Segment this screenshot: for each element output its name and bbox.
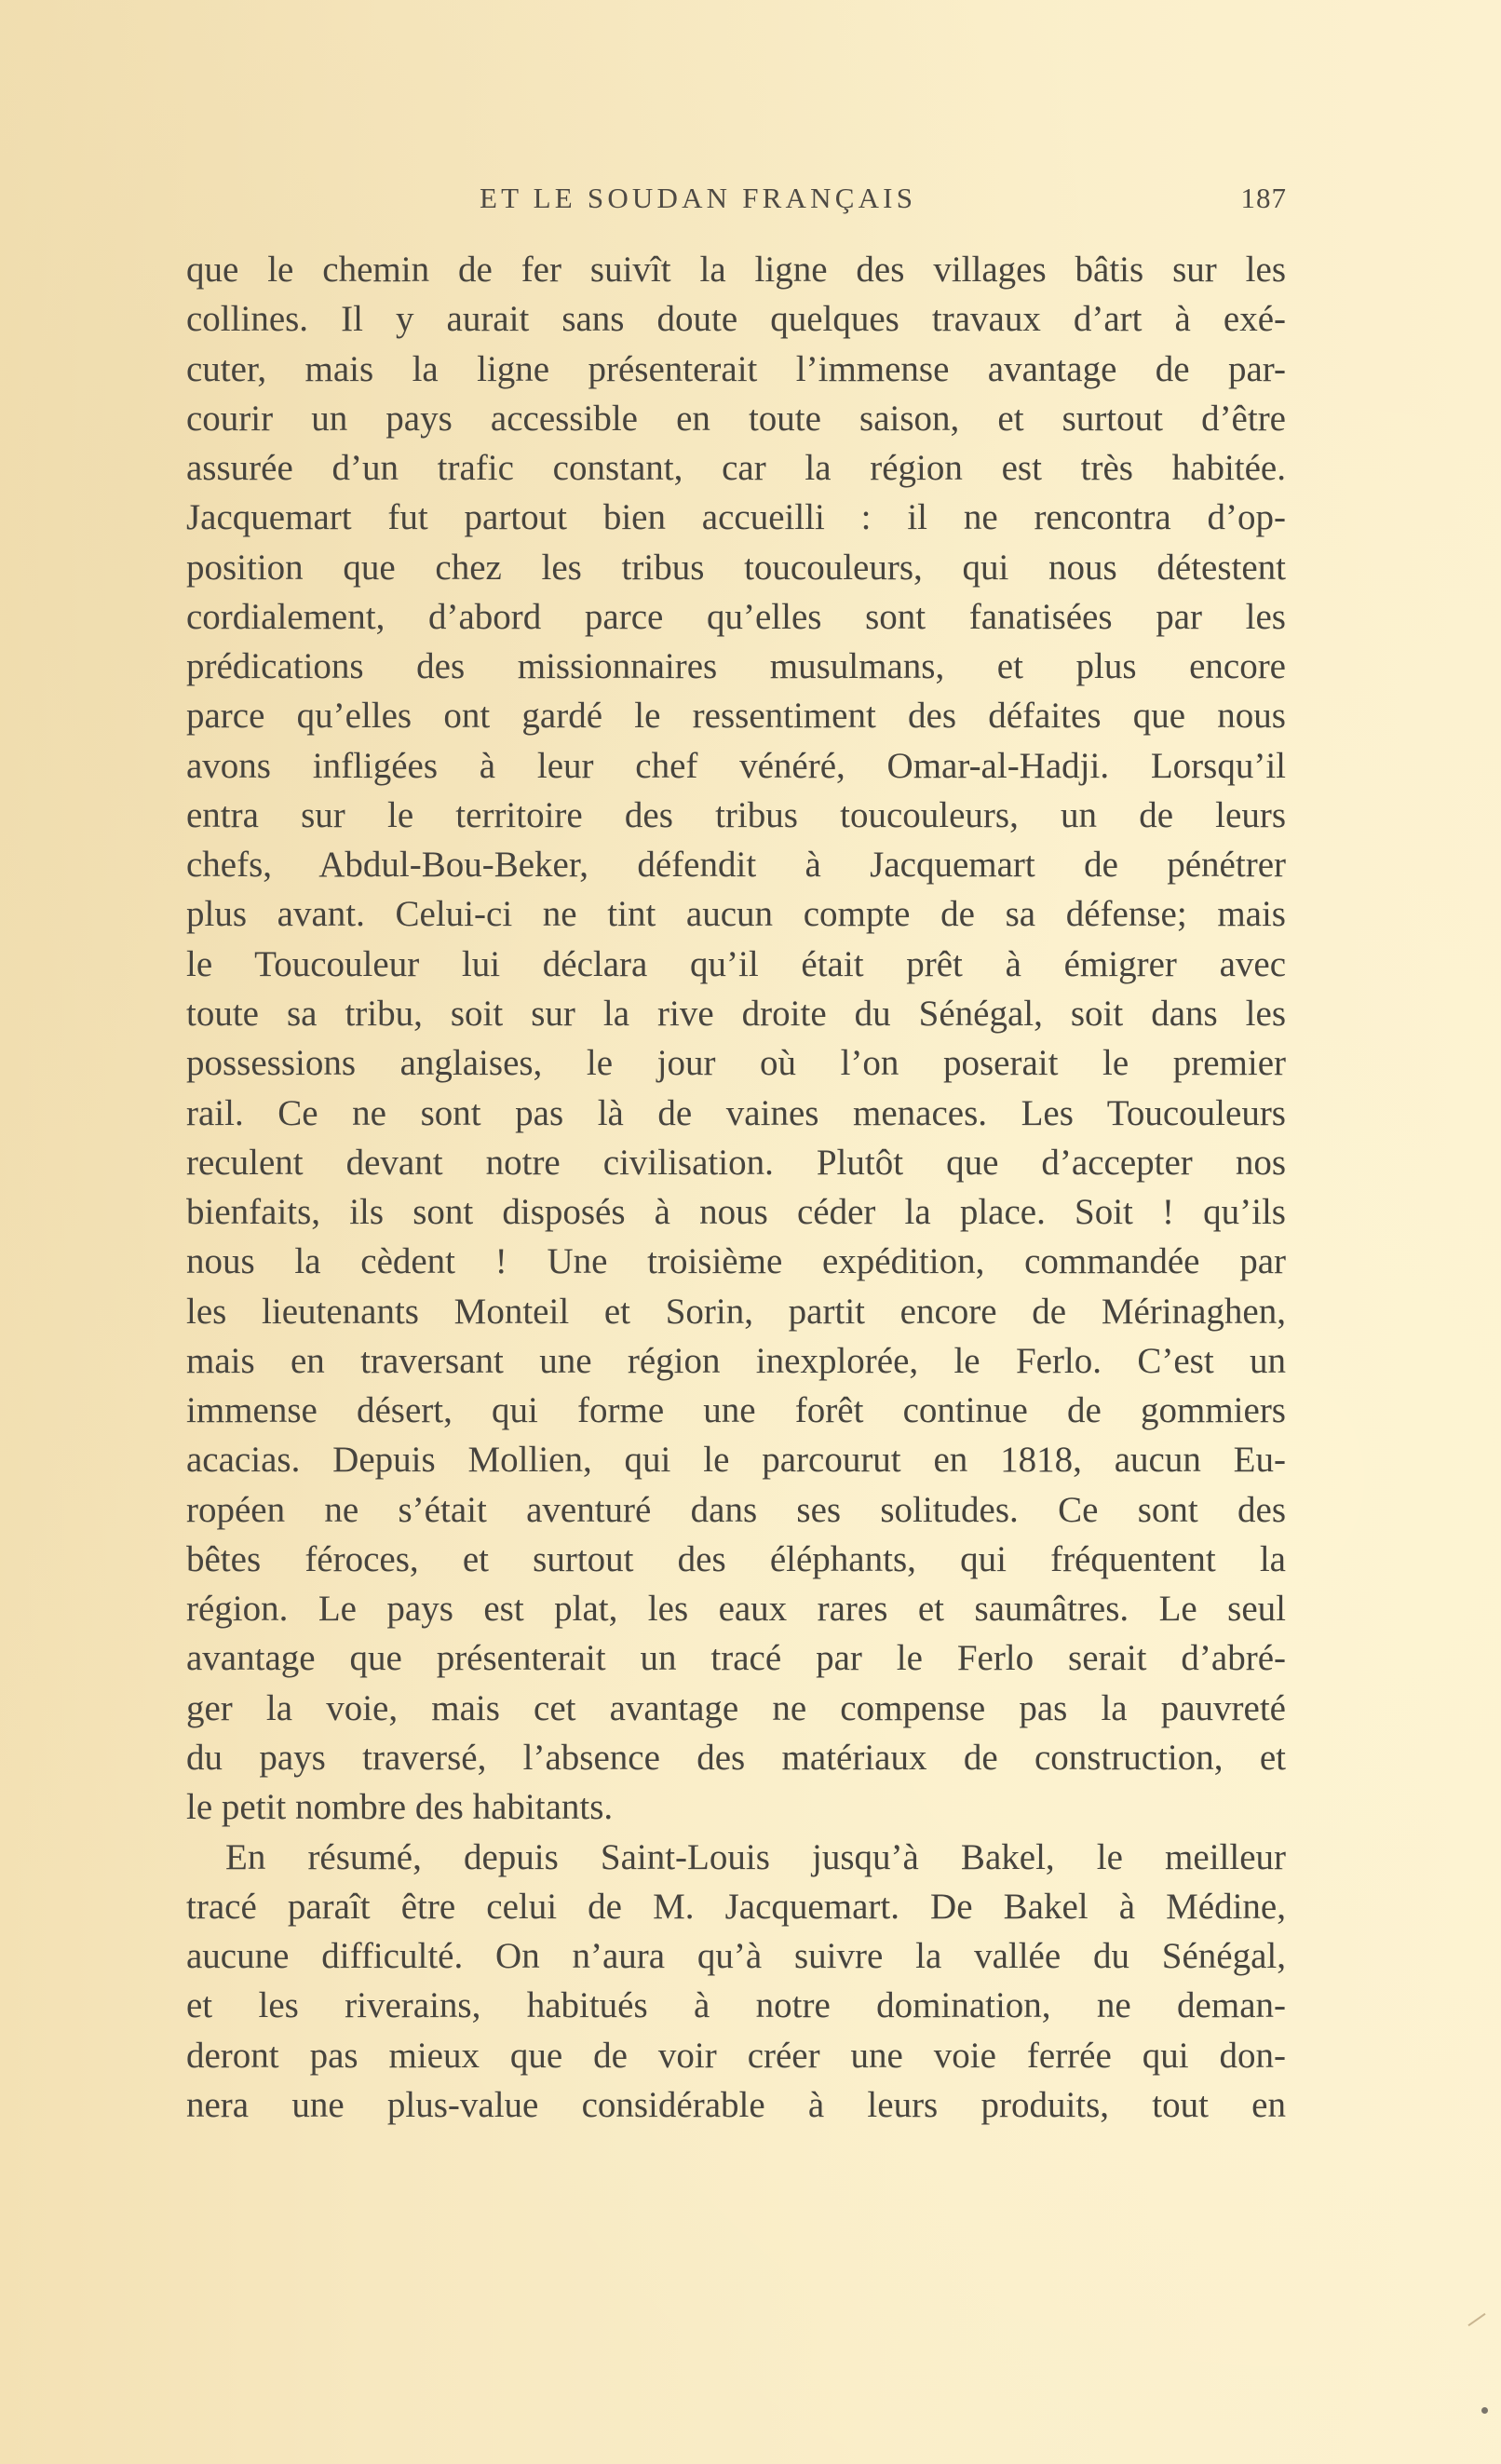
text-line: En résumé, depuis Saint-Louis jusqu’à Bakel, le meilleur [225,1836,1286,1877]
text-line: possessions anglaises, le jour où l’on poserait le premier [186,1043,1286,1084]
text-line: que le chemin de fer suivît la ligne des villages bâtis sur les [186,250,1286,290]
text-line: mais en traversant une région inexplorée, le Ferlo. C’est un [186,1340,1286,1381]
text-line: aucune difficulté. On n’aura qu’à suivre la vallée du Sénégal, [186,1936,1286,1977]
text-line: ropéen ne s’était aventuré dans ses solitudes. Ce sont des [186,1489,1286,1530]
text-line: prédications des missionnaires musulmans, et plus encore [186,646,1286,687]
page-number: 187 [1240,182,1287,214]
text-line: le Toucouleur lui déclara qu’il était prêt à émigrer avec [186,943,1286,984]
text-line: tracé paraît être celui de M. Jacquemart. De Bakel à Médine, [186,1886,1286,1927]
paper-speck-mark [1481,2407,1488,2414]
text-line: deront pas mieux que de voir créer une voie ferrée qui don- [186,2035,1286,2076]
text-line: avantage que présenterait un tracé par le Ferlo serait d’abré- [186,1638,1286,1679]
text-line: plus avant. Celui-ci ne tint aucun compte de sa défense; mais [186,894,1286,935]
text-line: nera une plus-value considérable à leurs produits, tout en [186,2084,1286,2125]
text-line: immense désert, qui forme une forêt continue de gommiers [186,1390,1286,1431]
text-line: rail. Ce ne sont pas là de vaines menaces. Les Toucouleurs [186,1092,1286,1133]
text-line: courir un pays accessible en toute saison, et surtout d’être [186,398,1286,439]
text-line: région. Le pays est plat, les eaux rares et saumâtres. Le seul [186,1589,1286,1630]
paragraph-1 [186,245,1286,1833]
body-text [186,245,1286,2130]
text-line: parce qu’elles ont gardé le ressentiment des défaites que nous [186,696,1286,737]
running-head [186,180,1287,217]
text-line: ger la voie, mais cet avantage ne compense pas la pauvreté [186,1687,1286,1728]
text-line: bienfaits, ils sont disposés à nous céder la place. Soit ! qu’ils [186,1192,1286,1233]
paragraph-2 [186,1833,1286,2131]
text-line: bêtes féroces, et surtout des éléphants, qui fréquentent la [186,1538,1286,1579]
text-line: chefs, Abdul-Bou-Beker, défendit à Jacquemart de pénétrer [186,845,1286,886]
text-line: nous la cèdent ! Une troisième expédition, commandée par [186,1241,1286,1282]
text-line: position que chez les tribus toucouleurs, qui nous détestent [186,547,1286,588]
text-line: acacias. Depuis Mollien, qui le parcourut en 1818, aucun Eu- [186,1440,1286,1481]
text-line: du pays traversé, l’absence des matériaux de construction, et [186,1737,1286,1778]
text-line: avons infligées à leur chef vénéré, Omar-al-Hadji. Lorsqu’il [186,745,1286,786]
paper-fiber-mark [1467,2313,1485,2326]
text-line: cordialement, d’abord parce qu’elles sont fanatisées par les [186,596,1286,637]
text-line: les lieutenants Monteil et Sorin, partit encore de Mérinaghen, [186,1291,1286,1332]
text-line: et les riverains, habitués à notre domination, ne deman- [186,1985,1286,2026]
text-line: le petit nombre des habitants. [186,1787,614,1828]
text-line: reculent devant notre civilisation. Plutôt que d’accepter nos [186,1142,1286,1183]
text-line: assurée d’un trafic constant, car la région est très habitée. [186,448,1286,489]
text-line: cuter, mais la ligne présenterait l’immense avantage de par- [186,348,1286,389]
text-line: toute sa tribu, soit sur la rive droite du Sénégal, soit dans les [186,993,1286,1034]
running-title: ET LE SOUDAN FRANÇAIS [480,182,917,214]
text-line: Jacquemart fut partout bien accueilli : il ne rencontra d’op- [186,497,1286,538]
text-line: collines. Il y aurait sans doute quelques travaux d’art à exé- [186,299,1286,340]
text-line: entra sur le territoire des tribus toucouleurs, un de leurs [186,794,1286,835]
